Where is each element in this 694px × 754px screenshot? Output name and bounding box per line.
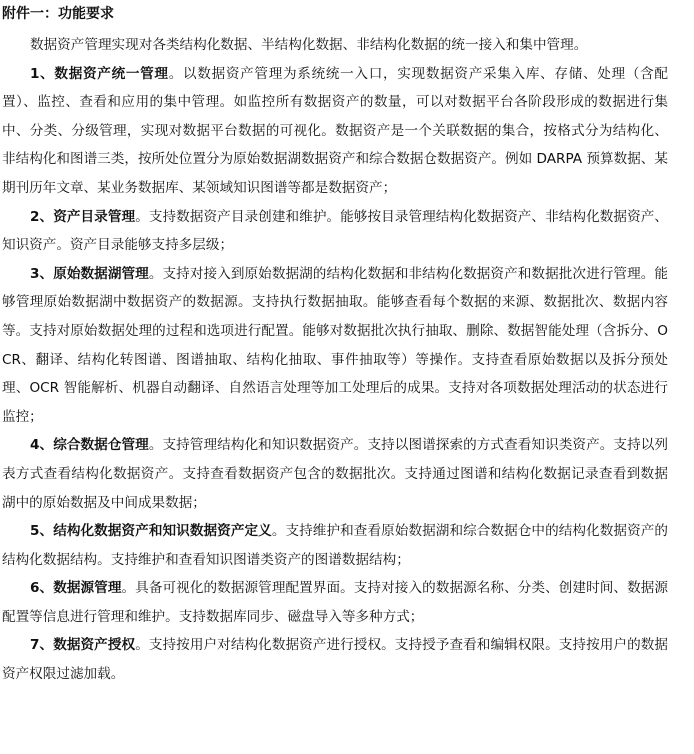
section-3-body: 。支持对接入到原始数据湖的结构化数据和非结构化数据资产和数据批次进行管理。能够管理原始数据湖中数据资产的数据源。支持执行数据抽取。能够查看每个数据的来源、数据批次、数据内容等。支持对原始数据处理的过程和选项进行配置。能够对数据批次执行抽取、删除、数据智能处理（含拆分、OCR、翻译、结构化转图谱、图谱抽取、结构化抽取、事件抽取等）等操作。支持查看原始数据以及拆分预处理、OCR 智能解析、机器自动翻译、自然语言处理等加工处理后的成果。支持对各项数据处理活动的状态进行监控； — [2, 265, 668, 425]
section-6-title: 6、数据源管理 — [30, 580, 122, 597]
section-5-body: 。支持维护和查看原始数据湖和综合数据仓中的结构化数据资产的结构化数据结构。支持维护和查看知识图谱类资产的图谱数据结构； — [2, 523, 668, 568]
intro-text: 数据资产管理实现对各类结构化数据、半结构化数据、非结构化数据的统一接入和集中管理。 — [30, 37, 588, 53]
intro-paragraph — [2, 31, 668, 60]
section-4-title: 4、综合数据仓管理 — [30, 437, 149, 454]
section-3 — [2, 260, 668, 432]
section-1-body: 。以数据资产管理为系统统一入口，实现数据资产采集入库、存储、处理（含配置）、监控、查看和应用的集中管理。如监控所有数据资产的数量，可以对数据平台各阶段形成的数据进行集中、分类、分级管理，实现对数据平台数据的可视化。数据资产是一个关联数据的集合，按格式分为结构化、非结构化和图谱三类，按所处位置分为原始数据湖数据资产和综合数据仓数据资产。例如 DARPA 预算数据、某期刊历年文章、某业务数据库、某领域知识图谱等都是数据资产； — [2, 65, 668, 196]
section-7-title: 7、数据资产授权 — [30, 637, 136, 654]
document-heading: 附件一：功能要求 — [2, 6, 114, 22]
section-4-body: 。支持管理结构化和知识数据资产。支持以图谱探索的方式查看知识类资产。支持以列表方式查看结构化数据资产。支持查看数据资产包含的数据批次。支持通过图谱和结构化数据记录查看到数据湖中的原始数据及中间成果数据； — [2, 437, 668, 511]
section-1 — [2, 60, 668, 203]
section-7 — [2, 631, 668, 688]
section-2 — [2, 203, 668, 260]
section-6 — [2, 574, 668, 631]
section-2-body: 。支持数据资产目录创建和维护。能够按目录管理结构化数据资产、非结构化数据资产、知识资产。资产目录能够支持多层级； — [2, 208, 668, 254]
section-4 — [2, 431, 668, 517]
section-2-title: 2、资产目录管理 — [30, 208, 136, 225]
section-1-title: 1、数据资产统一管理 — [30, 65, 169, 82]
section-7-body: 。支持按用户对结构化数据资产进行授权。支持授予查看和编辑权限。支持按用户的数据资产权限过滤加载。 — [2, 637, 668, 683]
section-5-title: 5、结构化数据资产和知识数据资产定义 — [30, 523, 272, 540]
section-6-body: 。具备可视化的数据源管理配置界面。支持对接入的数据源名称、分类、创建时间、数据源配置等信息进行管理和维护。支持数据库同步、磁盘导入等多种方式； — [2, 580, 668, 625]
section-3-title: 3、原始数据湖管理 — [30, 265, 149, 282]
section-5 — [2, 517, 668, 574]
